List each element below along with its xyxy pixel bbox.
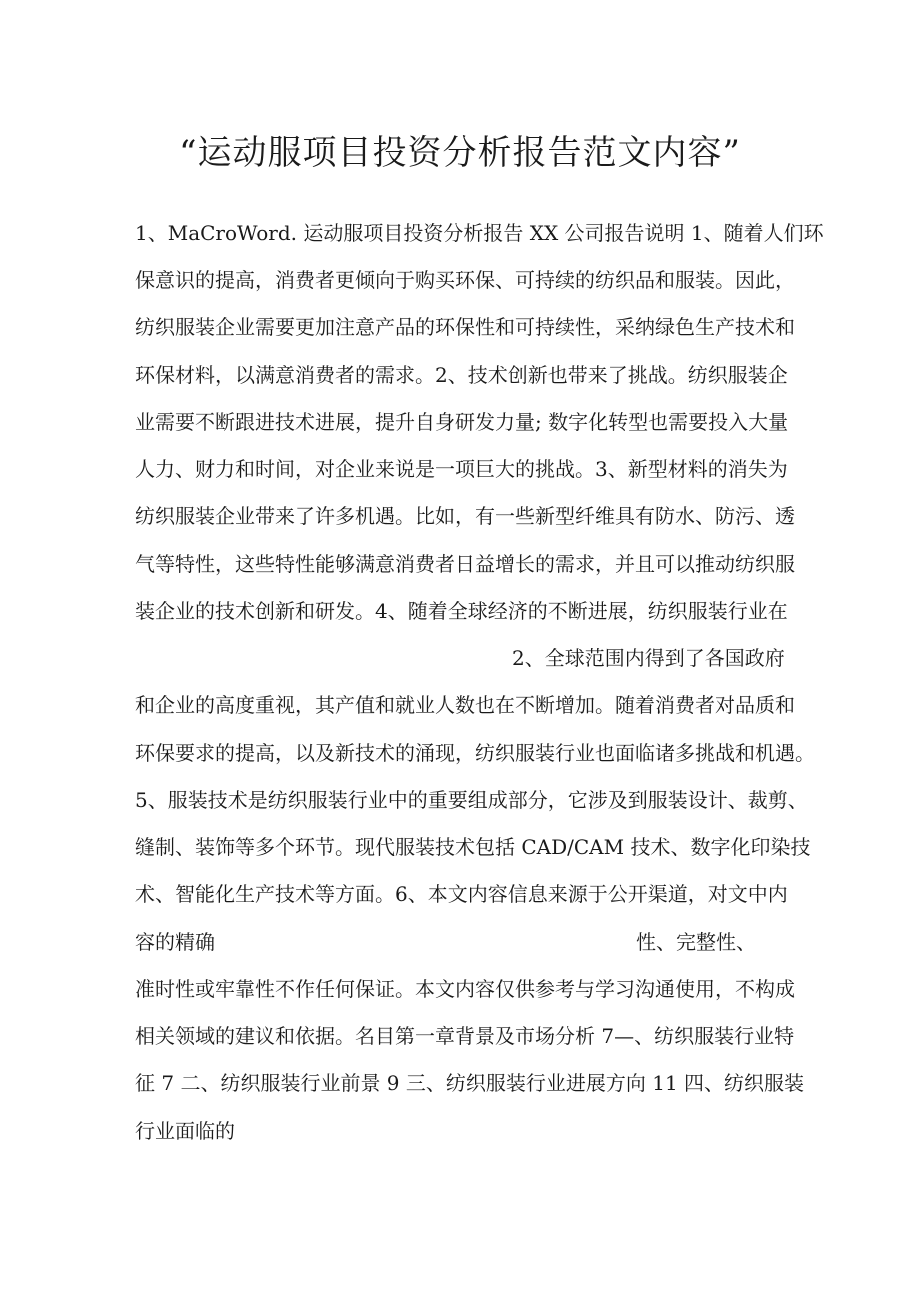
paragraph-line: 人力、财力和时间，对企业来说是一项巨大的挑战。3、新型材料的消失为 <box>135 457 788 481</box>
paragraph-line: 2、全球范围内得到了各国政府 <box>512 646 785 670</box>
paragraph-line: 术、智能化生产技术等方面。6、本文内容信息来源于公开渠道，对文中内 <box>135 882 788 906</box>
paragraph-line: 装企业的技术创新和研发。4、随着全球经济的不断进展，纺织服装行业在 <box>135 599 788 623</box>
paragraph-line: 纺织服装企业需要更加注意产品的环保性和可持续性，采纳绿色生产技术和 <box>135 315 795 339</box>
document-title: “运动服项目投资分析报告范文内容” <box>179 133 741 173</box>
paragraph-line: 保意识的提高，消费者更倾向于购买环保、可持续的纺织品和服装。因此， <box>135 268 795 292</box>
paragraph-line: 5、服装技术是纺织服装行业中的重要组成部分，它涉及到服装设计、裁剪、 <box>135 788 808 812</box>
paragraph-line: 环保材料，以满意消费者的需求。2、技术创新也带来了挑战。纺织服装企 <box>135 363 788 387</box>
paragraph-line: 性、完整性、 <box>636 930 756 954</box>
paragraph-line: 气等特性，这些特性能够满意消费者日益增长的需求，并且可以推动纺织服 <box>135 552 795 576</box>
paragraph-line: 行业面临的 <box>135 1119 235 1143</box>
paragraph-line: 相关领域的建议和依据。名目第一章背景及市场分析 7—、纺织服装行业特 <box>135 1024 795 1048</box>
paragraph-line: 征 7 二、纺织服装行业前景 9 三、纺织服装行业进展方向 11 四、纺织服装 <box>135 1071 805 1095</box>
paragraph-line: 缝制、装饰等多个环节。现代服装技术包括 CAD/CAM 技术、数字化印染技 <box>135 835 811 859</box>
paragraph-line: 纺织服装企业带来了许多机遇。比如，有一些新型纤维具有防水、防污、透 <box>135 504 795 528</box>
paragraph-line: 环保要求的提高，以及新技术的涌现，纺织服装行业也面临诸多挑战和机遇。 <box>135 741 815 765</box>
paragraph-line: 1、MaCroWord. 运动服项目投资分析报告 XX 公司报告说明 1、随着人们环 <box>135 221 824 245</box>
paragraph-line: 业需要不断跟进技术进展，提升自身研发力量; 数字化转型也需要投入大量 <box>135 410 789 434</box>
paragraph-line: 容的精确 <box>135 930 215 954</box>
paragraph-line: 准时性或牢靠性不作任何保证。本文内容仅供参考与学习沟通使用，不构成 <box>135 977 795 1001</box>
paragraph-line: 和企业的高度重视，其产值和就业人数也在不断增加。随着消费者对品质和 <box>135 693 795 717</box>
